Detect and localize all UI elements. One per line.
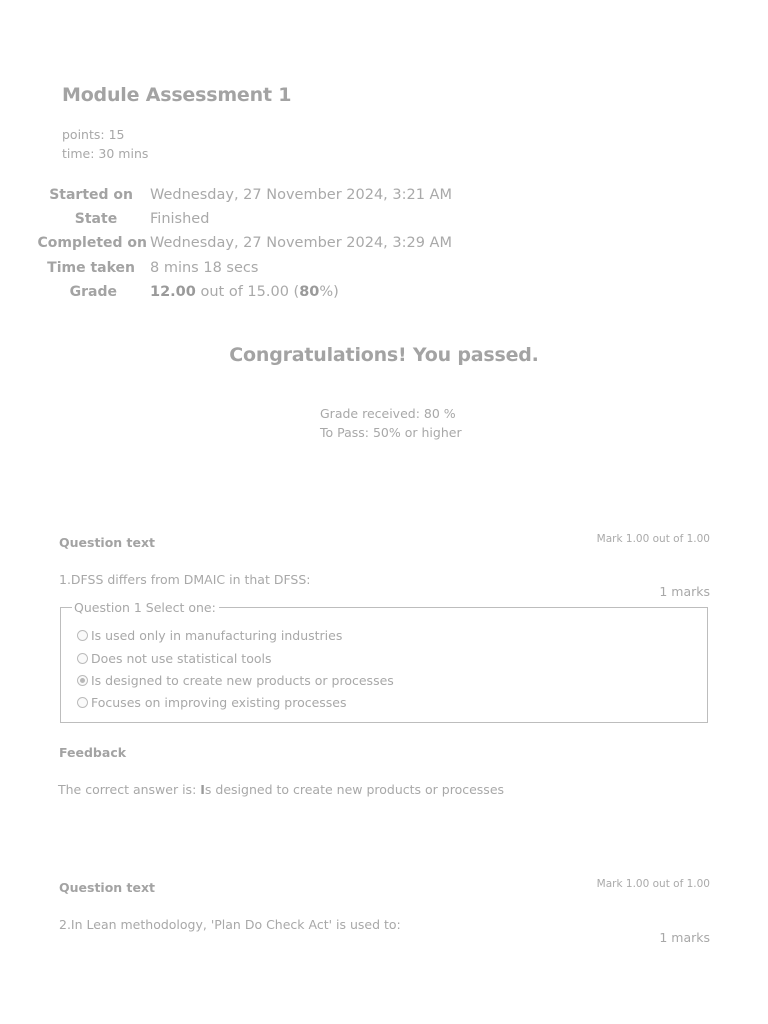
started-on-value: Wednesday, 27 November 2024, 3:21 AM [150, 187, 452, 203]
grade-score: 12.00 [150, 284, 196, 300]
points-info: points: 15 [62, 127, 125, 142]
answer-option-1[interactable] [77, 628, 342, 643]
answer-option-2[interactable] [77, 651, 272, 666]
state-label: State [74, 211, 118, 227]
radio-unchecked-icon[interactable] [77, 653, 88, 664]
radio-unchecked-icon[interactable] [77, 630, 88, 641]
feedback-heading: Feedback [59, 745, 127, 760]
grade-value [150, 284, 339, 300]
state-value: Finished [150, 211, 210, 227]
question-1-legend: Question 1 Select one: [72, 600, 219, 615]
question-1-marks: 1 marks [659, 584, 710, 599]
time-taken-value: 8 mins 18 secs [150, 260, 259, 276]
pass-message: Congratulations! You passed. [229, 344, 539, 366]
grade-received: Grade received: 80 % [320, 406, 456, 421]
feedback-answer: s designed to create new products or processes [204, 782, 505, 797]
feedback-text [58, 782, 504, 797]
page-title: Module Assessment 1 [62, 84, 292, 106]
radio-checked-icon[interactable] [77, 675, 88, 686]
grade-outof: out of 15.00 ( [195, 284, 300, 300]
answer-option-label: Does not use statistical tools [91, 651, 272, 666]
time-taken-label: Time taken [47, 260, 135, 276]
question-2-text: 2.In Lean methodology, 'Plan Do Check Act' is used to: [59, 917, 401, 932]
radio-unchecked-icon[interactable] [77, 697, 88, 708]
question-2-marks: 1 marks [659, 930, 710, 945]
question-1-text: 1.DFSS differs from DMAIC in that DFSS: [59, 572, 311, 587]
started-on-label: Started on [49, 187, 133, 203]
grade-suffix: %) [319, 284, 339, 300]
completed-on-label: Completed on [37, 235, 147, 251]
feedback-first-letter: I [200, 782, 205, 797]
question-1-heading: Question text [59, 535, 156, 550]
pass-threshold: To Pass: 50% or higher [320, 425, 462, 440]
answer-option-label: Focuses on improving existing processes [91, 695, 347, 710]
answer-option-label: Is designed to create new products or processes [91, 673, 394, 688]
feedback-prefix: The correct answer is: [58, 782, 201, 797]
grade-percent: 80 [299, 284, 320, 300]
question-1-mark: Mark 1.00 out of 1.00 [596, 533, 710, 545]
grade-label: Grade [69, 284, 117, 300]
question-2-mark: Mark 1.00 out of 1.00 [596, 878, 710, 890]
answer-option-3[interactable] [77, 673, 394, 688]
answer-option-4[interactable] [77, 695, 347, 710]
completed-on-value: Wednesday, 27 November 2024, 3:29 AM [150, 235, 452, 251]
time-info: time: 30 mins [62, 146, 149, 161]
question-2-heading: Question text [59, 880, 156, 895]
answer-option-label: Is used only in manufacturing industries [91, 628, 343, 643]
